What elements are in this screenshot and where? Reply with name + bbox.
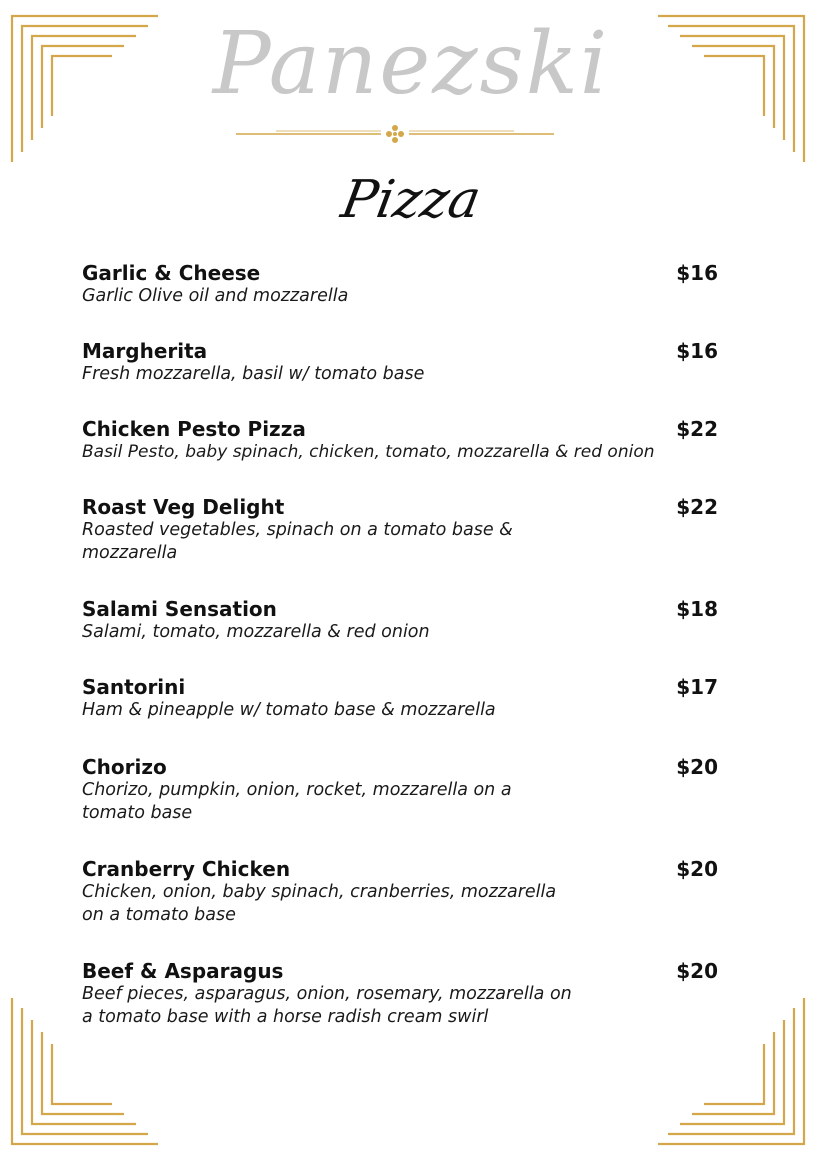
item-name: Beef & Asparagus: [82, 959, 284, 983]
item-price: $20: [676, 755, 718, 779]
section-title: Pizza: [336, 170, 485, 230]
item-price: $16: [676, 261, 718, 285]
item-price: $20: [676, 857, 718, 881]
item-description: Salami, tomato, mozzarella & red onion: [82, 622, 430, 642]
item-description-line2: a tomato base with a horse radish cream swirl: [82, 1007, 489, 1027]
item-description: Roasted vegetables, spinach on a tomato base &: [82, 520, 513, 540]
menu-item: [82, 415, 722, 493]
item-description: Beef pieces, asparagus, onion, rosemary, mozzarella on: [82, 984, 572, 1004]
item-price: $16: [676, 339, 718, 363]
menu-item: [82, 673, 722, 753]
item-description: Chicken, onion, baby spinach, cranberries, mozzarella: [82, 882, 557, 902]
item-description-line2: tomato base: [82, 803, 193, 823]
item-name: Salami Sensation: [82, 597, 277, 621]
brand-logo: Panezski: [212, 14, 610, 114]
menu-item: [82, 259, 722, 337]
item-price: $18: [676, 597, 718, 621]
item-name: Cranberry Chicken: [82, 857, 291, 881]
item-description-line2: mozzarella: [82, 543, 178, 563]
item-name: Garlic & Cheese: [82, 261, 261, 285]
item-name: Margherita: [82, 339, 208, 363]
item-price: $22: [676, 417, 718, 441]
menu-item: [82, 753, 722, 855]
item-price: $17: [676, 675, 718, 699]
menu-item: [82, 337, 722, 415]
menu-item: [82, 493, 722, 595]
item-name: Roast Veg Delight: [82, 495, 285, 519]
item-description: Ham & pineapple w/ tomato base & mozzarella: [82, 700, 496, 720]
item-name: Santorini: [82, 675, 186, 699]
item-price: $22: [676, 495, 718, 519]
item-description-line2: on a tomato base: [82, 905, 236, 925]
menu-list: [82, 259, 722, 1037]
menu-item: [82, 595, 722, 673]
item-name: Chorizo: [82, 755, 167, 779]
item-description: Garlic Olive oil and mozzarella: [82, 286, 349, 306]
item-description: Fresh mozzarella, basil w/ tomato base: [82, 364, 425, 384]
item-description: Basil Pesto, baby spinach, chicken, tomato, mozzarella & red onion: [82, 442, 655, 462]
item-description: Chorizo, pumpkin, onion, rocket, mozzarella on a: [82, 780, 512, 800]
item-name: Chicken Pesto Pizza: [82, 417, 306, 441]
ornamental-divider: [236, 124, 554, 144]
menu-item: [82, 957, 722, 1037]
menu-item: [82, 855, 722, 957]
item-price: $20: [676, 959, 718, 983]
